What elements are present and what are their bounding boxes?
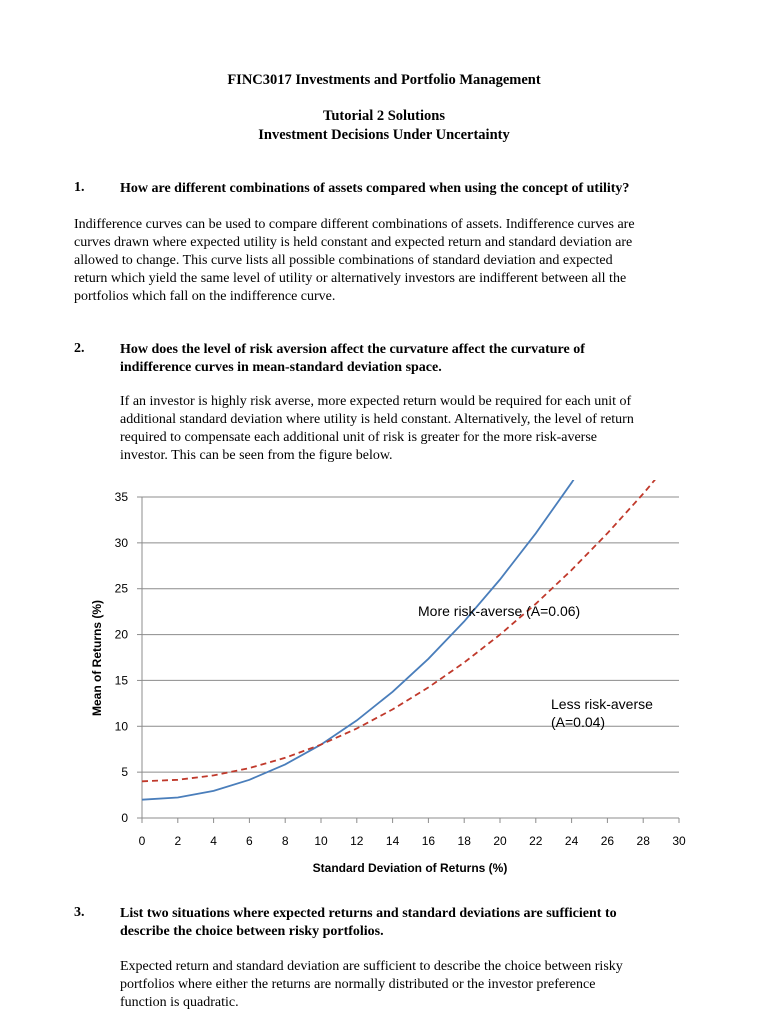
tutorial-title: Tutorial 2 Solutions [323, 108, 445, 124]
x-tick-label: 18 [457, 834, 471, 848]
q2-answer-line: required to compensate each additional unit of risk is greater for the more risk-averse [120, 430, 597, 445]
y-tick-label: 10 [114, 719, 128, 734]
q1-answer-line: Indifference curves can be used to compare different combinations of assets. Indifference curves are [74, 217, 635, 232]
series-label-less-risk-averse-line1: Less risk-averse [551, 696, 653, 712]
q2-answer-line: If an investor is highly risk averse, more expected return would be required for each unit of [120, 394, 632, 409]
q2-answer [120, 393, 720, 465]
x-tick-label: 8 [281, 834, 289, 848]
x-tick-label: 30 [672, 834, 686, 848]
chart-series [142, 480, 679, 800]
y-axis-label: Mean of Returns (%) [90, 599, 104, 717]
q1-answer-line: curves drawn where expected utility is held constant and expected return and standard deviation are [74, 235, 633, 250]
q3-answer-line: function is quadratic. [120, 995, 239, 1010]
series-line-less-risk-averse [142, 480, 679, 781]
q1-question: How are different combinations of assets compared when using the concept of utility? [120, 181, 630, 196]
q3-number: 3. [74, 905, 85, 920]
q2-question-line: How does the level of risk aversion affect the curvature affect the curvature of [120, 342, 585, 357]
x-tick-label: 12 [350, 834, 364, 848]
q2-question-line: indifference curves in mean-standard deviation space. [120, 360, 442, 375]
x-tick-label: 26 [600, 834, 615, 848]
y-tick-label: 5 [121, 765, 128, 780]
indifference-curves-chart [0, 480, 768, 880]
x-tick-label: 20 [493, 834, 507, 848]
y-tick-label: 35 [114, 490, 128, 504]
y-tick-labels [115, 490, 129, 825]
q3-answer-line: portfolios where either the returns are normally distributed or the investor preference [120, 977, 596, 992]
series-label-more-risk-averse: More risk-averse (A=0.06) [418, 603, 581, 619]
x-tick-labels [139, 834, 686, 848]
x-tick-label: 4 [210, 834, 217, 848]
x-tick-label: 22 [529, 834, 543, 848]
x-tick-label: 0 [138, 834, 146, 848]
series-label-less-risk-averse-line2: (A=0.04) [551, 714, 606, 730]
q2-answer-line: additional standard deviation where utility is held constant. Alternatively, the level of return [120, 412, 634, 427]
chart-axes [137, 497, 679, 823]
q3-answer [120, 958, 720, 1012]
q3-question-line: List two situations where expected returns and standard deviations are sufficient to [120, 906, 617, 921]
q2-number: 2. [74, 341, 85, 356]
q1-answer-line: return which yield the same level of utility or alternatively investors are indifferent between all the [74, 271, 627, 286]
chart-gridlines [142, 497, 679, 772]
y-tick-label: 30 [114, 535, 128, 550]
x-axis-label: Standard Deviation of Returns (%) [312, 861, 508, 875]
q2-answer-line: investor. This can be seen from the figure below. [120, 448, 393, 463]
x-tick-label: 14 [385, 834, 400, 848]
x-tick-label: 2 [174, 834, 182, 848]
x-tick-label: 6 [246, 834, 253, 848]
q3-question-line: describe the choice between risky portfolios. [120, 924, 384, 939]
x-tick-label: 16 [421, 834, 436, 848]
tutorial-subtitle: Investment Decisions Under Uncertainty [258, 127, 510, 143]
q1-answer-line: portfolios which fall on the indifference curve. [74, 289, 336, 304]
x-tick-label: 10 [314, 834, 328, 848]
y-tick-label: 20 [114, 627, 128, 642]
q1-answer [74, 216, 714, 306]
course-title: FINC3017 Investments and Portfolio Management [227, 72, 541, 88]
q3-answer-line: Expected return and standard deviation are sufficient to describe the choice between risky [120, 959, 623, 974]
y-tick-label: 25 [114, 581, 128, 596]
q1-number: 1. [74, 180, 85, 195]
x-tick-label: 28 [636, 834, 650, 848]
series-line-more-risk-averse [142, 480, 679, 800]
q1-answer-line: allowed to change. This curve lists all possible combinations of standard deviation and expected [74, 253, 613, 268]
q3-question [120, 905, 720, 941]
y-tick-label: 15 [114, 673, 128, 688]
y-tick-label: 0 [121, 811, 128, 825]
x-tick-label: 24 [564, 834, 579, 848]
q2-question [120, 341, 720, 377]
